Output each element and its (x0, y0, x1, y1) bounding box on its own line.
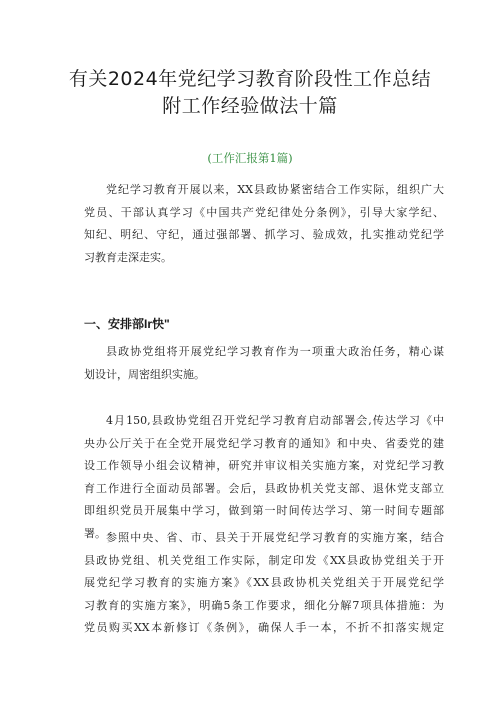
paragraph-line: 知纪、明纪、守纪，通过强部署、抓学习、验成效，扎实推动党纪学 (84, 228, 444, 242)
paragraph-line: 县政协党组、机关党组工作实际，制定印发《XX县政协党组关于开 (84, 553, 444, 567)
paragraph-line: 党员购买XX本新修订《条例》，确保人手一本，不折不扣落实规定 (84, 621, 444, 635)
paragraph-line: 4月150,县政协党组召开党纪学习教育启动部署会,传达学习《中 (106, 414, 444, 427)
paragraph-line: 习教育的实施方案》，明确5条工作要求，细化分解7项具体措施：为 (84, 598, 444, 612)
paragraph-line: 即组织党员开展集中学习，做到第一时间传达学习、第一时间专题部 (84, 504, 444, 518)
paragraph-plan (84, 527, 444, 640)
section-heading-1: 一、安排部Ir快" (84, 317, 170, 331)
paragraph-meeting (84, 410, 444, 546)
paragraph-line: 央办公厅关于在全党开展党纪学习教育的通知》和中央、省委党的建 (84, 436, 444, 450)
document-title-line-1: 有关2024年党纪学习教育阶段性工作总结 (68, 68, 432, 90)
paragraph-line: 展党纪学习教育的实施方案》《XX县政协机关党组关于开展党纪学 (84, 576, 444, 590)
document-title-line-2: 附工作经验做法十篇 (162, 95, 338, 117)
paragraph-line: 育工作进行全面动员部署。会后，县政协机关党支部、退休党支部立 (84, 481, 444, 495)
paragraph-line: 习教育走深走实。 (84, 250, 172, 264)
paragraph-line: 设工作领导小组会议精神，研究并审议相关实施方案，对党纪学习教 (84, 459, 444, 473)
paragraph-line: 党纪学习教育开展以来，XX县政协紧密结合工作实际，组织广大 (106, 183, 444, 196)
paragraph-line: 县政协党组将开展党纪学习教育作为一项重大政治任务，精心谋 (106, 345, 444, 358)
paragraph-line: 署。 (84, 526, 106, 540)
paragraph-line: 划设计，周密组织实施。 (84, 367, 205, 381)
paragraph-line: 参照中央、省、市、县关于开展党纪学习教育的实施方案，结合 (106, 531, 444, 544)
paragraph-intro (84, 179, 444, 269)
paragraph-line: 党员、干部认真学习《中国共产党纪律处分条例》，引导大家学纪、 (84, 205, 444, 219)
paragraph-section-1-intro (84, 341, 444, 386)
document-subtitle: (工作汇报第1篇) (207, 151, 293, 165)
